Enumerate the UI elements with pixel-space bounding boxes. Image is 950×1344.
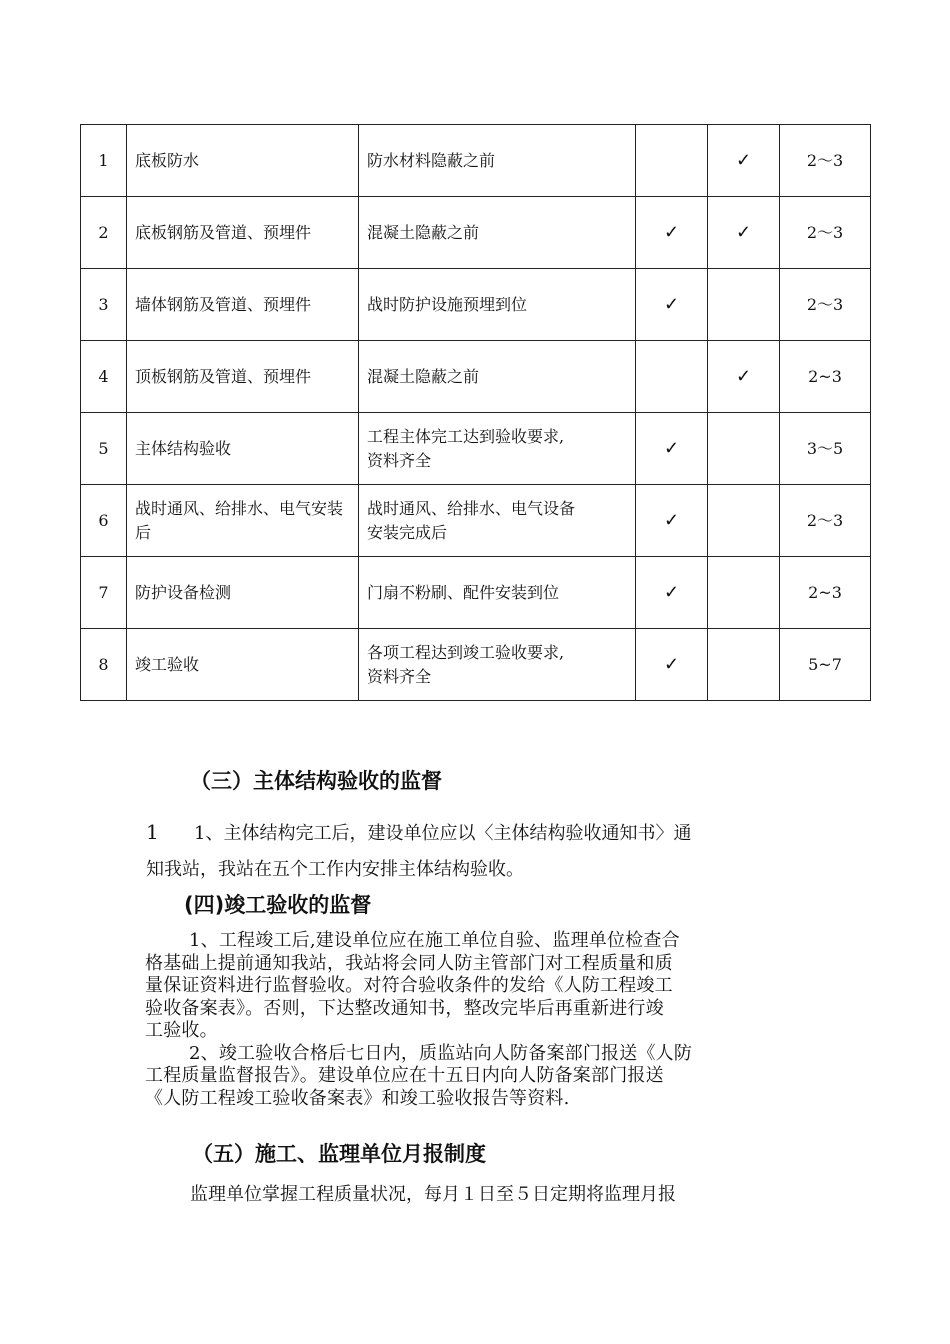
days-cell: 2~3 xyxy=(780,341,871,413)
inspection-timing-cell xyxy=(359,557,636,629)
days-cell: 2～3 xyxy=(780,485,871,557)
inspection-timing-cell xyxy=(359,269,636,341)
paragraph-line: 工验收。 xyxy=(145,1020,218,1041)
inspection-item-cell: 顶板钢筋及管道、预埋件 xyxy=(127,341,359,413)
inspection-item-cell: 底板钢筋及管道、预埋件 xyxy=(127,197,359,269)
days-cell: 2～3 xyxy=(780,197,871,269)
timing-line: 防水材料隐蔽之前 xyxy=(367,150,496,170)
section-5-paragraph: 监理单位掌握工程质量状况，每月１日至５日定期将监理月报 xyxy=(190,1184,676,1205)
paragraph-line: 验收备案表》。否则，下达整改通知书，整改完毕后再重新进行竣 xyxy=(145,997,664,1019)
inspection-item-cell: 防护设备检测 xyxy=(127,557,359,629)
days-cell: 2～3 xyxy=(780,269,871,341)
check-a-cell: ✓ xyxy=(636,197,708,269)
row-number-cell: 8 xyxy=(81,629,127,701)
inspection-item-cell: 底板防水 xyxy=(127,125,359,197)
paragraph-line: 工程质量监督报告》。建设单位应在十五日内向人防备案部门报送 xyxy=(145,1065,664,1086)
row-number-cell: 2 xyxy=(81,197,127,269)
days-cell: 2～3 xyxy=(780,125,871,197)
paragraph-line: 格基础上提前通知我站，我站将会同人防主管部门对工程质量和质 xyxy=(145,952,673,974)
table-row xyxy=(81,557,871,629)
row-number-cell: 1 xyxy=(81,125,127,197)
section-3-heading: （三）主体结构验收的监督 xyxy=(190,769,442,793)
timing-line: 混凝土隐蔽之前 xyxy=(367,222,480,242)
paragraph-line: 2、竣工验收合格后七日内，质监站向人防备案部门报送《人防 xyxy=(189,1042,693,1064)
table-row xyxy=(81,269,871,341)
inspection-timing-cell xyxy=(359,413,636,485)
timing-line: 工程主体完工达到验收要求, xyxy=(367,426,565,446)
check-b-cell: ✓ xyxy=(708,197,780,269)
check-a-cell: ✓ xyxy=(636,269,708,341)
paragraph-line: 知我站，我站在五个工作内安排主体结构验收。 xyxy=(146,859,524,880)
paragraph-line: 《人防工程竣工验收备案表》和竣工验收报告等资料. xyxy=(145,1087,570,1109)
row-number-cell: 6 xyxy=(81,485,127,557)
paragraph-line: 量保证资料进行监督验收。对符合验收条件的发给《人防工程竣工 xyxy=(145,975,673,996)
table-row xyxy=(81,341,871,413)
check-a-cell: ✓ xyxy=(636,413,708,485)
timing-line: 各项工程达到竣工验收要求, xyxy=(367,642,565,662)
check-a-cell xyxy=(636,341,708,413)
timing-line: 门扇不粉刷、配件安装到位 xyxy=(367,582,560,602)
table-row xyxy=(81,485,871,557)
inspection-timing-cell xyxy=(359,341,636,413)
inspection-item-cell: 主体结构验收 xyxy=(127,413,359,485)
table-row xyxy=(81,629,871,701)
inspection-timing-cell xyxy=(359,629,636,701)
table-row xyxy=(81,125,871,197)
row-number-cell: 5 xyxy=(81,413,127,485)
inspection-schedule-table xyxy=(80,124,871,701)
check-a-cell xyxy=(636,125,708,197)
check-a-cell: ✓ xyxy=(636,629,708,701)
days-cell: 5~7 xyxy=(780,629,871,701)
inspection-timing-cell xyxy=(359,125,636,197)
check-b-cell xyxy=(708,413,780,485)
inspection-timing-cell xyxy=(359,485,636,557)
check-b-cell: ✓ xyxy=(708,341,780,413)
row-number-cell: 4 xyxy=(81,341,127,413)
check-b-cell xyxy=(708,485,780,557)
paragraph-line: 1、主体结构完工后，建设单位应以〈主体结构验收通知书〉通 xyxy=(194,823,692,844)
inspection-item-cell: 墙体钢筋及管道、预埋件 xyxy=(127,269,359,341)
timing-line: 战时防护设施预埋到位 xyxy=(367,294,528,314)
check-b-cell xyxy=(708,269,780,341)
table-row xyxy=(81,197,871,269)
section-5-heading: （五）施工、监理单位月报制度 xyxy=(192,1142,486,1166)
check-a-cell: ✓ xyxy=(636,557,708,629)
timing-line: 战时通风、给排水、电气设备 xyxy=(367,498,576,518)
check-b-cell: ✓ xyxy=(708,125,780,197)
inspection-timing-cell xyxy=(359,197,636,269)
inspection-item-cell: 战时通风、给排水、电气安装后 xyxy=(127,485,359,557)
timing-line: 资料齐全 xyxy=(367,666,432,686)
section-4-paragraph xyxy=(145,930,807,1110)
check-a-cell: ✓ xyxy=(636,485,708,557)
timing-line: 资料齐全 xyxy=(367,450,432,470)
days-cell: 2~3 xyxy=(780,557,871,629)
days-cell: 3～5 xyxy=(780,413,871,485)
check-b-cell xyxy=(708,557,780,629)
timing-line: 混凝土隐蔽之前 xyxy=(367,366,480,386)
row-number-cell: 3 xyxy=(81,269,127,341)
timing-line: 安装完成后 xyxy=(367,522,448,542)
check-b-cell xyxy=(708,629,780,701)
inspection-item-cell: 竣工验收 xyxy=(127,629,359,701)
paragraph-number: 1 xyxy=(146,820,159,844)
section-3-paragraph xyxy=(146,814,806,888)
paragraph-line: 1、工程竣工后,建设单位应在施工单位自验、监理单位检查合 xyxy=(189,930,680,951)
section-4-heading: (四)竣工验收的监督 xyxy=(184,893,372,917)
row-number-cell: 7 xyxy=(81,557,127,629)
table-row xyxy=(81,413,871,485)
